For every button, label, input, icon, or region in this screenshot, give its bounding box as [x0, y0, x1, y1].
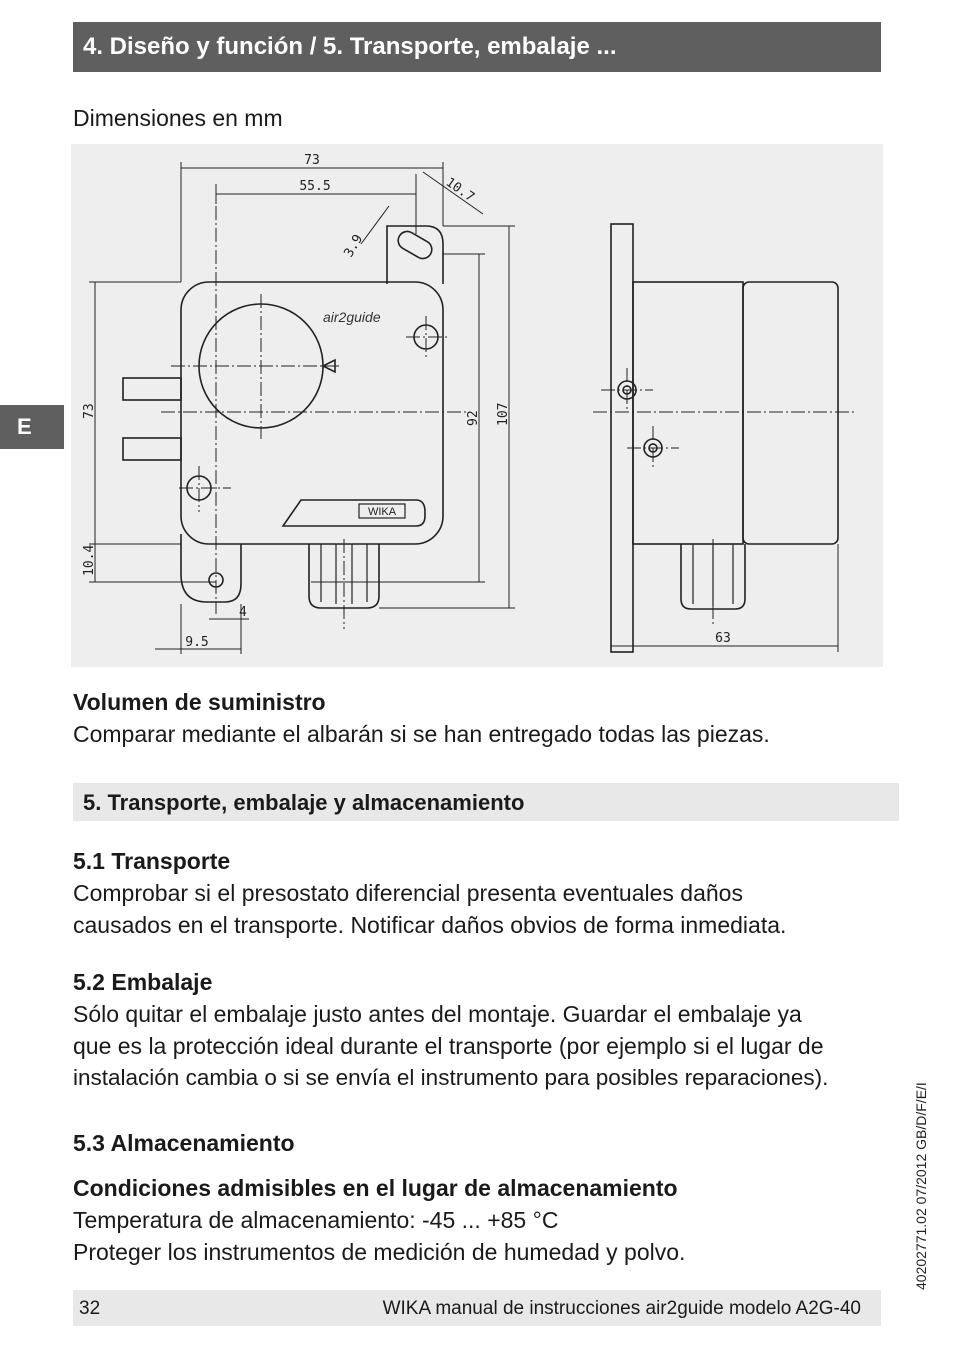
air2guide-logo: air2guide: [323, 309, 381, 325]
s53-line2: Proteger los instrumentos de medición de humedad y polvo.: [73, 1239, 686, 1265]
s51-line2: causados en el transporte. Notificar daños obvios de forma inmediata.: [73, 912, 787, 938]
document-code: 40202771.02 07/2012 GB/D/F/E/I: [913, 1082, 929, 1290]
page-footer: [73, 1290, 881, 1326]
dim-92: 92: [466, 410, 481, 426]
technical-drawing: [71, 144, 883, 667]
s52-line3: instalación cambia o si se envía el instrumento para posibles reparaciones).: [73, 1065, 829, 1090]
dim-107: 107: [496, 402, 511, 426]
page-number: 32: [79, 1298, 101, 1319]
supply-heading: Volumen de suministro: [73, 689, 326, 715]
pressure-port-lower: [123, 438, 181, 460]
supply-text: Comparar mediante el albarán si se han entregado todas las piezas.: [73, 721, 770, 747]
dimensions-caption: Dimensiones en mm: [73, 105, 283, 131]
s52-line2: que es la protección ideal durante el transporte (por ejemplo si el lugar de: [73, 1033, 824, 1059]
dimension-drawing-svg: [71, 144, 883, 667]
center-lines: [161, 184, 466, 629]
pressure-port-upper: [123, 378, 181, 400]
wika-logo-text: WIKA: [367, 506, 397, 518]
side-housing-cover: [743, 282, 838, 544]
s51-heading: 5.1 Transporte: [73, 848, 231, 874]
dim-63: 63: [715, 631, 731, 646]
dim-73-top: 73: [304, 153, 320, 168]
dim-55-5: 55.5: [299, 179, 331, 194]
dim-10-4: 10.4: [82, 544, 97, 576]
s51-line1: Comprobar si el presostato diferencial presenta eventuales daños: [73, 880, 743, 906]
dimension-lines-front: [89, 162, 515, 654]
dim-10-7: 10.7: [442, 174, 477, 206]
side-mount-plate: [611, 224, 633, 652]
s53-subheading: Condiciones admisibles en el lugar de almacenamiento: [73, 1175, 678, 1201]
section-title: 5. Transporte, embalaje y almacenamiento: [73, 783, 899, 821]
s52-line1: Sólo quitar el embalaje justo antes del montaje. Guardar el embalaje ya: [73, 1001, 802, 1027]
cable-gland: [309, 544, 379, 608]
dim-9-5: 9.5: [185, 635, 209, 650]
dim-4: 4: [239, 605, 247, 620]
side-housing-base: [633, 282, 743, 544]
s53-line1: Temperatura de almacenamiento: -45 ... +85 °C: [73, 1207, 559, 1233]
s52-heading: 5.2 Embalaje: [73, 969, 213, 995]
s53-heading: 5.3 Almacenamiento: [73, 1130, 295, 1156]
dim-73-left: 73: [82, 403, 97, 419]
dim-3-9: 3.9: [341, 232, 367, 260]
section-header: 4. Diseño y función / 5. Transporte, embalaje ...: [73, 22, 881, 72]
language-tab: E: [0, 405, 64, 449]
tab-slot: [395, 228, 435, 262]
footer-title: WIKA manual de instrucciones air2guide modelo A2G-40: [382, 1298, 861, 1319]
